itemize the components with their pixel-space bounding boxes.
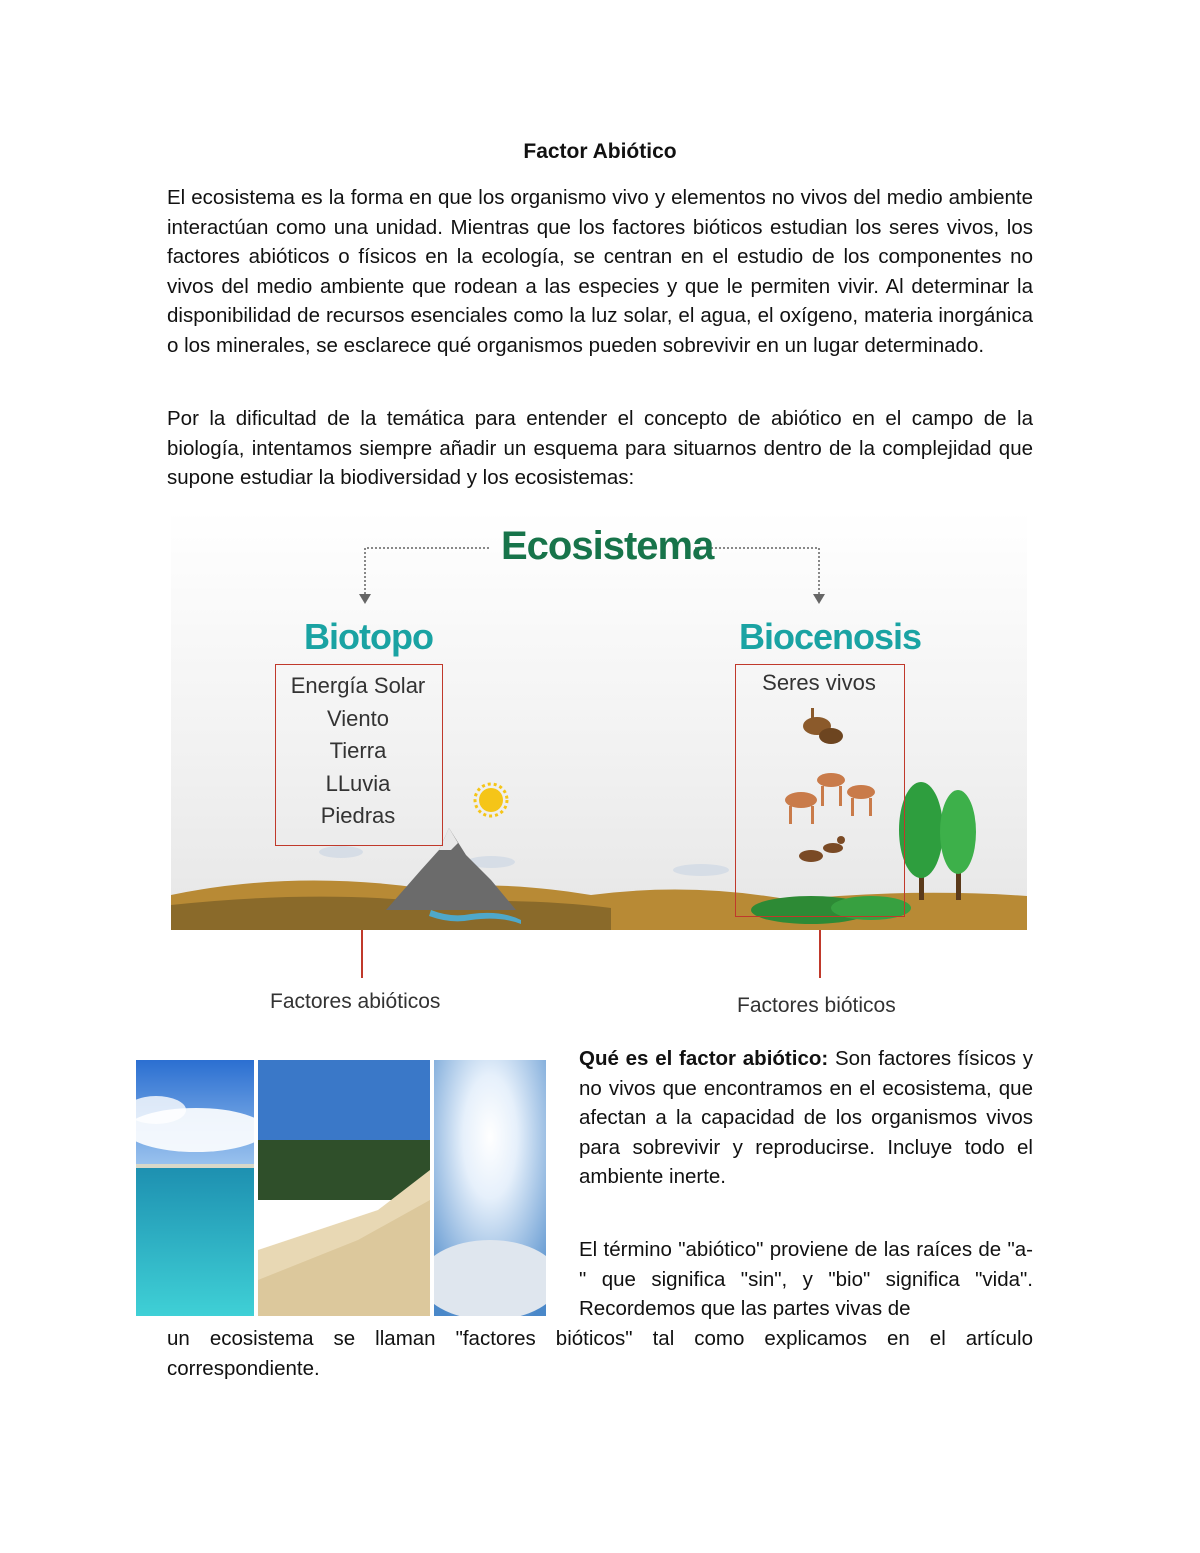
right-caption-line: [819, 930, 821, 978]
scheme-paragraph: Por la dificultad de la temática para entender el concepto de abiótico en el campo de la biología, intentamos siempre añadir un esquema para situarnos dentro de la complejidad que supone estudiar la biodiversidad y los ecosistemas:: [167, 407, 1033, 490]
seres-vivos-label: Seres vivos: [762, 670, 876, 695]
left-connector: [365, 548, 489, 598]
right-connector: [695, 548, 819, 598]
biocenosis-box: [735, 664, 905, 917]
diagram-title: Ecosistema: [501, 524, 714, 568]
dune-photo: [258, 1060, 430, 1316]
sun-icon: [475, 784, 507, 816]
biotopo-item: Piedras: [320, 803, 396, 828]
etymology-continuation: un ecosistema se llaman "factores bióticos" tal como explicamos en el artículo correspondiente.: [167, 1327, 1033, 1380]
etymology-paragraph: El término "abiótico" proviene de las raíces de "a-" que significa "sin", y "bio" significa "vida". Recordemos que las partes vivas de: [579, 1238, 1033, 1321]
biotopo-item: LLuvia: [325, 770, 391, 796]
biotopo-list: [275, 670, 441, 833]
biotopo-item: Energía Solar: [290, 673, 426, 698]
ecosystem-diagram: [171, 510, 1027, 930]
definition-text: Son factores físicos y no vivos que encontramos en el ecosistema, que afectan a la capacidad de los organismos vivos para sobrevivir y reproducirse. Incluye todo el ambiente inerte.: [579, 1047, 1034, 1189]
cloud-icon: [673, 864, 729, 876]
tree-icon: [899, 782, 943, 900]
left-arrow-icon: [359, 594, 371, 604]
intro-paragraph: El ecosistema es la forma en que los organismo vivo y elementos no vivos del medio ambiente interactúan como una unidad. Mientras que los factores bióticos estudian los seres vivos, los factores abióticos o físicos en la ecología, se centran en el estudio de los componentes no vivos del medio ambiente que rodean a las especies y que le permiten vivir. Al determinar la disponibilidad de recursos esenciales como la luz solar, el agua, el oxígeno, materia inorgánica o los minerales, se esclarece qué organismos pueden sobrevivir en un lugar determinado.: [167, 186, 1033, 357]
definition-lead: Qué es el factor abiótico:: [579, 1047, 829, 1070]
left-caption-line: [361, 930, 363, 978]
right-arrow-icon: [813, 594, 825, 604]
biotopo-heading: Biotopo: [304, 616, 433, 657]
page-title: Factor Abiótico: [523, 140, 677, 163]
abiotic-caption: Factores abióticos: [270, 990, 441, 1013]
biocenosis-heading: Biocenosis: [739, 616, 922, 657]
biotopo-item: Viento: [327, 705, 389, 731]
biotic-caption: Factores bióticos: [737, 994, 896, 1017]
definition-paragraph: [579, 1044, 1033, 1192]
tree-icon: [940, 790, 976, 900]
cloud-icon: [319, 846, 363, 858]
sea-photo: [136, 1060, 254, 1316]
sun-sky-photo: [434, 1060, 546, 1316]
biotopo-item: Tierra: [329, 738, 387, 763]
